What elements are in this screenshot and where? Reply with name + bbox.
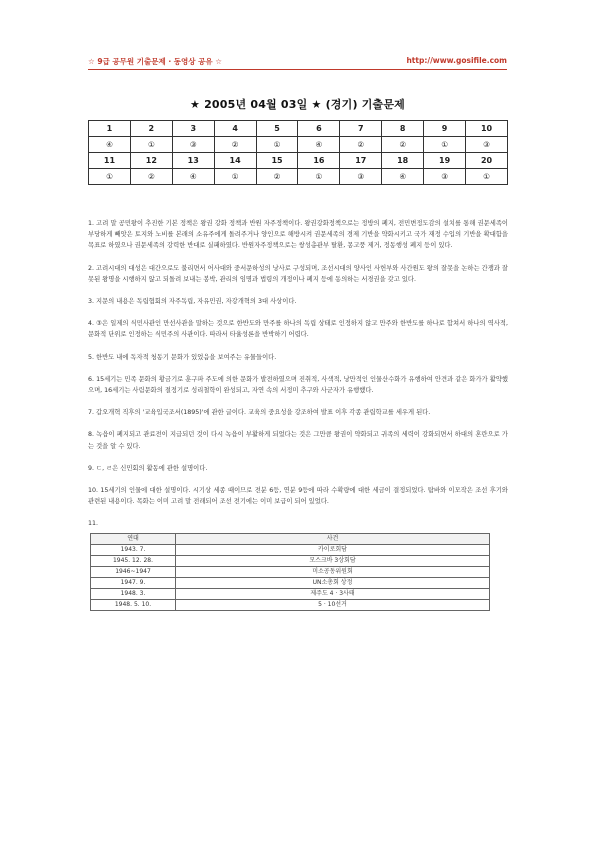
table-row xyxy=(91,566,490,577)
answer-value: ③ xyxy=(172,137,214,153)
answer-value-row xyxy=(89,137,508,153)
event-date: 1946~1947 xyxy=(91,566,176,577)
question-number: 11 xyxy=(89,153,131,169)
question-number: 14 xyxy=(214,153,256,169)
event-date: 1947. 9. xyxy=(91,577,176,588)
question-number: 15 xyxy=(256,153,298,169)
explanation-paragraph: 9. ㄷ, ㄹ은 신민회의 활동에 관한 설명이다. xyxy=(88,464,208,472)
answer-number-row xyxy=(89,121,508,137)
question-number: 2 xyxy=(130,121,172,137)
explanations-section xyxy=(88,218,508,611)
question-number: 9 xyxy=(424,121,466,137)
event-name: 5 · 10선거 xyxy=(176,599,490,610)
answer-value: ② xyxy=(256,169,298,185)
explanation-paragraph: 2. 고려시대의 대성은 대간으로도 불리면서 어사대와 중서문하성의 낭사로 구성되며, 조선시대의 양사인 사헌부와 사간원도 왕의 잘못을 논하는 간쟁과 잘못된 왕명을 시행하지 않고 되돌려 보내는 봉박, 관리의 임명과 법령의 개정이나 폐지 등에 동의하는 서경권을 갖고 있다. xyxy=(88,264,508,283)
answer-value: ② xyxy=(214,137,256,153)
table-row xyxy=(91,555,490,566)
table-row xyxy=(91,588,490,599)
event-name: UN소총회 상정 xyxy=(176,577,490,588)
question-number: 5 xyxy=(256,121,298,137)
answer-value: ② xyxy=(130,169,172,185)
answer-value: ① xyxy=(466,169,508,185)
column-header-date: 연대 xyxy=(91,533,176,544)
answer-value: ③ xyxy=(466,137,508,153)
question-number: 19 xyxy=(424,153,466,169)
event-name: 모스크바 3상회담 xyxy=(176,555,490,566)
answer-number-row xyxy=(89,153,508,169)
event-name: 제주도 4 · 3사태 xyxy=(176,588,490,599)
table-row xyxy=(91,544,490,555)
page-title: ★ 2005년 04월 03일 ★ (경기) 기출문제 xyxy=(189,98,406,111)
event-name: 미소공동위원회 xyxy=(176,566,490,577)
answer-value: ③ xyxy=(424,169,466,185)
event-date: 1948. 3. xyxy=(91,588,176,599)
explanation-paragraph: 3. 지문의 내용은 독립협회의 자주독립, 자유민권, 자강개혁의 3대 사상이다. xyxy=(88,298,297,306)
explanation-paragraph: 10. 15세기의 인물에 대한 설명이다. 시기상 세종 때이므로 전분 6등, 연분 9등에 따라 수확량에 대한 세금이 결정되었다. 탐바와 이모작은 조선 후기와 관련된 내용이다. 목화는 이미 고려 말 전래되어 조선 전기에는 이미 보급이 되어 있었다. xyxy=(88,487,508,506)
header-url-link[interactable]: http://www.gosifile.com xyxy=(406,56,507,65)
answer-value: ② xyxy=(340,137,382,153)
answer-key-table xyxy=(88,120,508,185)
question-number: 1 xyxy=(89,121,131,137)
header-site-tagline: ☆ 9급 공무원 기출문제 · 동영상 공유 ☆ xyxy=(88,57,222,66)
question-number: 12 xyxy=(130,153,172,169)
question-number: 7 xyxy=(340,121,382,137)
header-divider xyxy=(88,69,507,70)
explanation-paragraph: 7. 갑오개혁 직후의 '교육입국조서(1895)'에 관한 글이다. 교육의 중요성을 강조하여 발표 이후 각종 관립학교를 세우게 된다. xyxy=(88,409,431,417)
answer-value: ① xyxy=(89,169,131,185)
event-date: 1948. 5. 10. xyxy=(91,599,176,610)
answer-value: ① xyxy=(256,137,298,153)
column-header-event: 사건 xyxy=(176,533,490,544)
question-number: 6 xyxy=(298,121,340,137)
question-number: 13 xyxy=(172,153,214,169)
answer-value: ① xyxy=(298,169,340,185)
answer-value: ① xyxy=(214,169,256,185)
question-11-label: 11. xyxy=(88,520,99,528)
answer-value-row xyxy=(89,169,508,185)
answer-value: ① xyxy=(130,137,172,153)
table-row xyxy=(91,599,490,610)
question-number: 10 xyxy=(466,121,508,137)
question-number: 18 xyxy=(382,153,424,169)
explanation-paragraph: 1. 고려 말 공민왕이 추진한 기본 정책은 왕권 강화 정책과 반원 자주정책이다. 왕권강화정책으로는 정방의 폐지, 전민변정도감의 설치를 통해 권문세족이 부당하게 빼앗은 토지와 노비를 본래의 소유주에게 돌려주거나 양인으로 해방시켜 권문세족의 경제 기반을 약화시키고 국가 재정 수입의 기반을 확대함을 목표로 하였으나 권문세족의 강력한 반대로 실패하였다. 반원자주정책으로는 쌍성총관부 탈환, 몽고풍 제거, 정동행성 폐지 등이 있다. xyxy=(88,220,508,250)
question-number: 20 xyxy=(466,153,508,169)
explanation-paragraph: 6. 15세기는 민족 문화의 황금기로 훈구파 주도에 의한 문화가 발전하였으며 진취적, 사색적, 낭만적인 인물산수화가 유행하여 안견과 같은 화가가 활약했으며, 16세기는 사림문화의 절정기로 성리철학이 완성되고, 자연 속의 서정미 추구와 사군자가 유행했다. xyxy=(88,375,508,395)
answer-value: ④ xyxy=(382,169,424,185)
answer-value: ③ xyxy=(340,169,382,185)
explanation-paragraph: 8. 녹읍이 폐지되고 관료전이 지급되던 것이 다시 녹읍이 부활하게 되었다는 것은 그만큼 왕권이 약화되고 귀족의 세력이 강화되면서 하대의 혼란으로 가는 것을 알 수 있다. xyxy=(88,431,508,450)
event-name: 카이로회담 xyxy=(176,544,490,555)
question-number: 4 xyxy=(214,121,256,137)
page-header xyxy=(88,56,507,68)
table-row xyxy=(91,577,490,588)
explanation-paragraph: 4. ③은 일제의 식민사관인 만선사관을 말하는 것으로 한반도와 만주를 하나의 독립 상태로 인정하지 않고 만주와 한반도를 하나로 합쳐서 하나의 역사적, 문화적 단위로 인정하는 식민주의 사관이다. 따라서 타율성론을 반박하기 어렵다. xyxy=(88,320,508,339)
question-number: 16 xyxy=(298,153,340,169)
question-number: 17 xyxy=(340,153,382,169)
answer-value: ④ xyxy=(298,137,340,153)
question-number: 8 xyxy=(382,121,424,137)
event-date: 1945. 12. 28. xyxy=(91,555,176,566)
answer-value: ④ xyxy=(172,169,214,185)
explanation-paragraph: 5. 한반도 내에 독자적 청동기 문화가 있었음을 보여주는 유물들이다. xyxy=(88,353,277,361)
events-timeline-table xyxy=(90,533,490,611)
answer-value: ① xyxy=(424,137,466,153)
answer-value: ④ xyxy=(89,137,131,153)
event-date: 1943. 7. xyxy=(91,544,176,555)
answer-value: ② xyxy=(382,137,424,153)
table-header-row xyxy=(91,533,490,544)
question-number: 3 xyxy=(172,121,214,137)
